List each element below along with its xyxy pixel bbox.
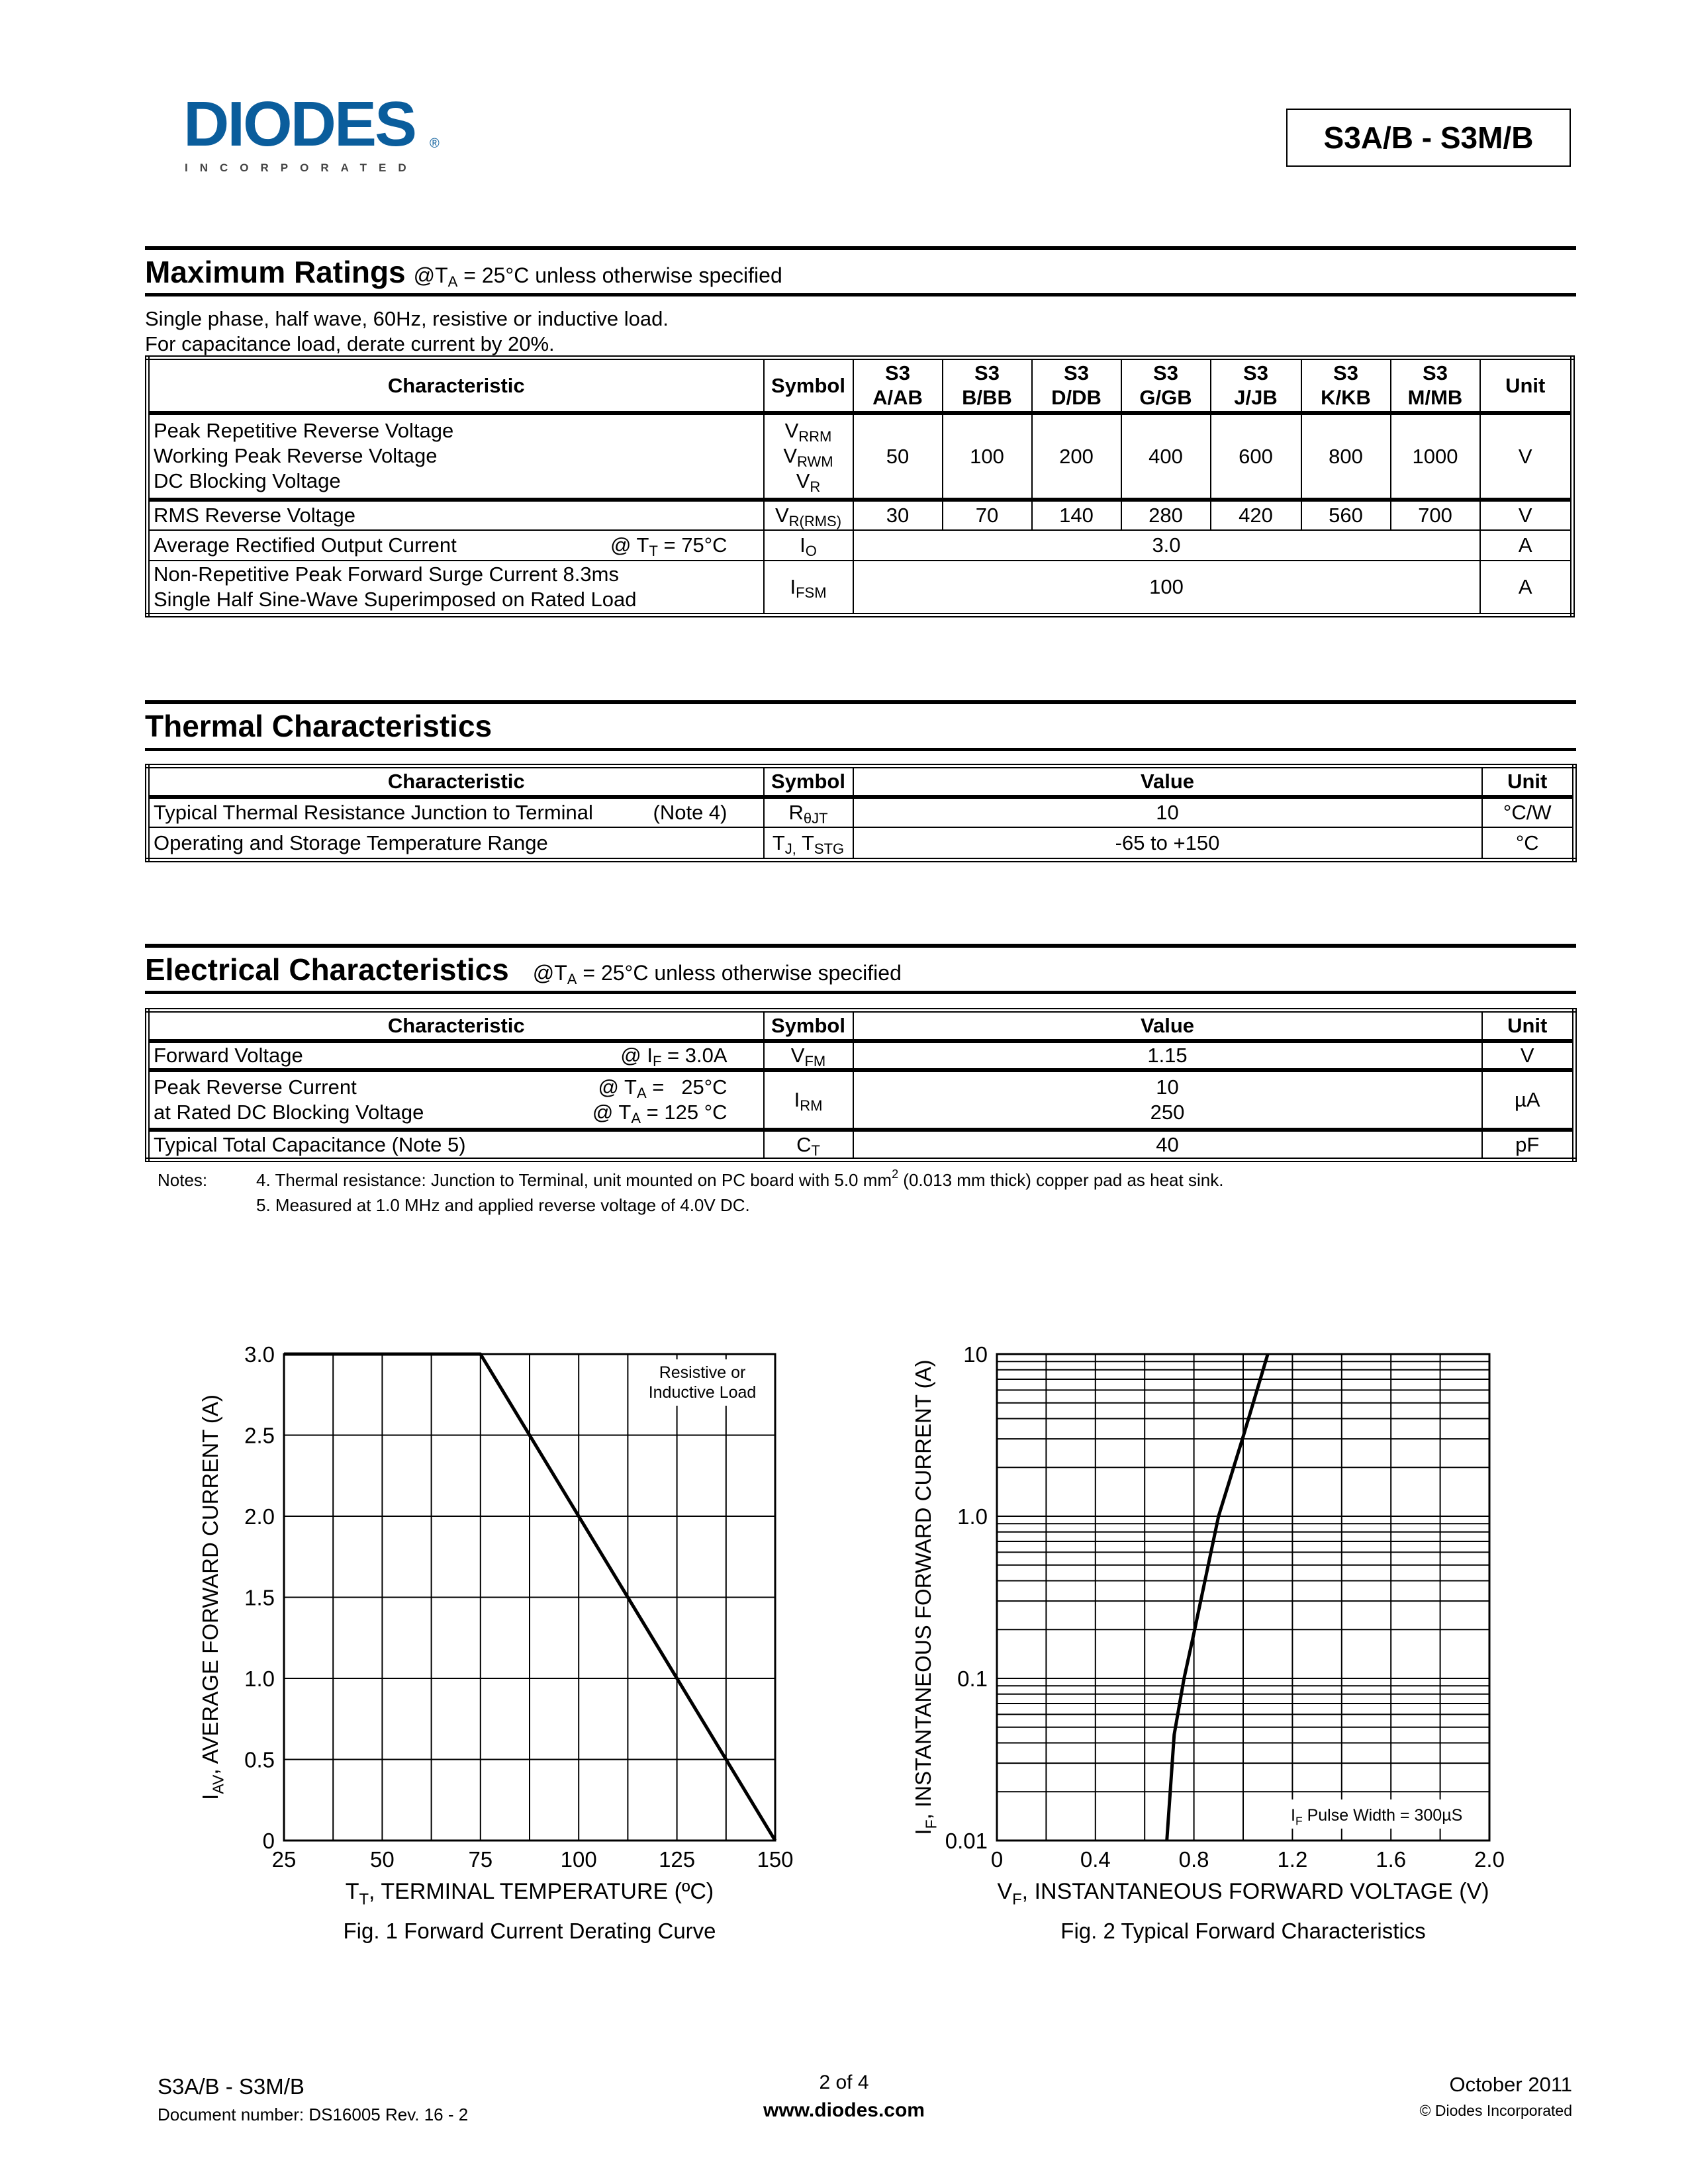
- characteristic-cell: Typical Total Capacitance (Note 5): [148, 1130, 764, 1160]
- x-axis-label: $T_T$, TERMINAL TEMPERATURE (ºC): [345, 1879, 714, 1909]
- table-row: [148, 1130, 1575, 1160]
- section-title-electrical: Electrical Characteristics $@T_A = 25^\circ C$ unless otherwise specified: [145, 952, 902, 987]
- y-tick-label: 1.0: [244, 1666, 275, 1691]
- value-cell: 1.15: [853, 1041, 1482, 1070]
- unit-cell: °C: [1482, 827, 1575, 860]
- table-header-row: [148, 1011, 1575, 1041]
- x-tick-label: 50: [370, 1847, 395, 1872]
- value-cell: 40: [853, 1130, 1482, 1160]
- characteristic-cell: RMS Reverse Voltage: [148, 500, 764, 530]
- symbol-cell: $V_{FM}$: [764, 1041, 853, 1070]
- characteristic-cell: Average Rectified Output Current @ $T_T = 75^\circ C$: [148, 530, 764, 561]
- value-cell: 420: [1211, 500, 1301, 530]
- x-tick-label: 100: [560, 1847, 597, 1872]
- unit-cell: A: [1480, 530, 1573, 561]
- x-tick-label: 25: [271, 1847, 297, 1872]
- value-cell: 280: [1121, 500, 1211, 530]
- x-tick-label: 1.2: [1277, 1847, 1308, 1872]
- header-part: S3 B/BB: [943, 358, 1032, 413]
- table-header-row: [148, 766, 1575, 797]
- y-tick-label: 3.0: [244, 1342, 275, 1367]
- unit-cell: V: [1482, 1041, 1575, 1070]
- header-unit: Unit: [1480, 358, 1573, 413]
- unit-cell: V: [1480, 500, 1573, 530]
- y-axis-label: $I_{AV}$, AVERAGE FORWARD CURRENT (A): [198, 1394, 227, 1800]
- table-row: [148, 797, 1575, 827]
- y-tick-label: 1.5: [244, 1585, 275, 1610]
- header-part: S3 G/GB: [1121, 358, 1211, 413]
- thermal-table: [145, 764, 1577, 862]
- value-cell: 3.0: [853, 530, 1480, 561]
- logo-subtext: INCORPORATED: [185, 161, 418, 174]
- value-cell: 100: [853, 561, 1480, 615]
- x-tick-label: 2.0: [1474, 1847, 1505, 1872]
- header-unit: Unit: [1482, 766, 1575, 797]
- x-axis-label: $V_F$, INSTANTANEOUS FORWARD VOLTAGE (V): [997, 1879, 1489, 1909]
- header-value: Value: [853, 1011, 1482, 1041]
- chart-caption: Fig. 1 Forward Current Derating Curve: [343, 1919, 716, 1943]
- y-tick-label: 2.0: [244, 1504, 275, 1529]
- value-cell: 400: [1121, 413, 1211, 500]
- rating-note: Single phase, half wave, 60Hz, resistive or inductive load.: [145, 307, 669, 330]
- x-tick-label: 1.6: [1376, 1847, 1407, 1872]
- value-cell: 600: [1211, 413, 1301, 500]
- characteristic-cell: Non-Repetitive Peak Forward Surge Current 8.3ms Single Half Sine-Wave Superimposed on Rated Load: [148, 561, 764, 615]
- footer-part: S3A/B - S3M/B: [158, 2074, 305, 2099]
- table-row: [148, 827, 1575, 860]
- header-part: S3 A/AB: [853, 358, 943, 413]
- x-tick-label: 150: [757, 1847, 794, 1872]
- chart-annotation: $I_F$ Pulse Width = 300µS: [1291, 1806, 1463, 1828]
- x-tick-label: 75: [468, 1847, 493, 1872]
- value-cell: 30: [853, 500, 943, 530]
- symbol-cell: $V_{R(RMS)}$: [764, 500, 853, 530]
- note-4: 4. Thermal resistance: Junction to Terminal, unit mounted on PC board with 5.0 $mm^2$ (0.013 mm thick) copper pad as heat sink.: [256, 1167, 1224, 1190]
- note-5: 5. Measured at 1.0 MHz and applied reverse voltage of 4.0V DC.: [256, 1195, 750, 1215]
- y-tick-label: 1.0: [957, 1504, 988, 1529]
- y-axis-label: $I_F$, INSTANTANEOUS FORWARD CURRENT (A): [911, 1359, 940, 1835]
- chart-annotation: Inductive Load: [648, 1383, 757, 1402]
- header-part: S3 K/KB: [1301, 358, 1391, 413]
- table-row: [148, 1041, 1575, 1070]
- chart-annotation: Resistive or: [659, 1363, 746, 1382]
- value-cell: 100: [943, 413, 1032, 500]
- section-title-thermal: Thermal Characteristics: [145, 709, 492, 743]
- rating-note: For capacitance load, derate current by 20%.: [145, 332, 555, 355]
- symbol-cell: $C_T$: [764, 1130, 853, 1160]
- y-tick-label: 10: [963, 1342, 988, 1367]
- value-cell: 140: [1032, 500, 1121, 530]
- header-characteristic: Characteristic: [148, 766, 764, 797]
- registered-mark: ®: [430, 136, 440, 151]
- unit-cell: °C/W: [1482, 797, 1575, 827]
- logo-text: DIODES: [183, 89, 416, 159]
- characteristic-cell: Peak Repetitive Reverse Voltage Working Peak Reverse Voltage DC Blocking Voltage: [148, 413, 764, 500]
- table-row: [148, 530, 1573, 561]
- header-symbol: Symbol: [764, 358, 853, 413]
- unit-cell: A: [1480, 561, 1573, 615]
- value-cell: 1000: [1391, 413, 1480, 500]
- x-tick-label: 0: [990, 1847, 1004, 1872]
- divider: [145, 700, 1576, 704]
- table-row: [148, 413, 1573, 500]
- max-ratings-table: [145, 355, 1575, 617]
- section-condition: $@T_A = 25^\circ C$ unless otherwise specified: [413, 263, 782, 290]
- unit-cell: V: [1480, 413, 1573, 500]
- divider: [145, 246, 1576, 250]
- divider: [145, 944, 1576, 948]
- characteristic-cell: Forward Voltage @ $I_F = 3.0A$: [148, 1041, 764, 1070]
- header-characteristic: Characteristic: [148, 358, 764, 413]
- value-cell: 70: [943, 500, 1032, 530]
- divider: [145, 991, 1576, 994]
- header-value: Value: [853, 766, 1482, 797]
- table-row: [148, 1070, 1575, 1130]
- fig1-derating-chart: [165, 1324, 827, 1966]
- x-tick-label: 0.4: [1080, 1847, 1111, 1872]
- unit-cell: pF: [1482, 1130, 1575, 1160]
- header-part: S3 J/JB: [1211, 358, 1301, 413]
- header-symbol: Symbol: [764, 766, 853, 797]
- electrical-table: [145, 1008, 1577, 1162]
- footer-doc-number: Document number: DS16005 Rev. 16 - 2: [158, 2105, 469, 2124]
- diodes-logo: [183, 89, 475, 179]
- section-condition: $@T_A = 25^\circ C$ unless otherwise specified: [532, 961, 902, 987]
- characteristic-cell: Typical Thermal Resistance Junction to Terminal (Note 4): [148, 797, 764, 827]
- condition: @ $T_T = 75^\circ C$: [610, 533, 727, 559]
- unit-cell: µA: [1482, 1070, 1575, 1130]
- symbol-cell: $V_{RRM}$ $V_{RWM}$ $V_R$: [764, 413, 853, 500]
- value-cell: 560: [1301, 500, 1391, 530]
- value-cell: 10 250: [853, 1070, 1482, 1130]
- footer-website-link[interactable]: www.diodes.com: [763, 2099, 925, 2121]
- value-cell: 800: [1301, 413, 1391, 500]
- table-row: [148, 500, 1573, 530]
- fig2-forward-chart: [894, 1324, 1556, 1966]
- chart-caption: Fig. 2 Typical Forward Characteristics: [1060, 1919, 1426, 1943]
- y-tick-label: 0: [262, 1829, 275, 1853]
- x-tick-label: 125: [659, 1847, 696, 1872]
- value-cell: -65 to +150: [853, 827, 1482, 860]
- header-part: S3 D/DB: [1032, 358, 1121, 413]
- value-cell: 10: [853, 797, 1482, 827]
- symbol-cell: $I_{RM}$: [764, 1070, 853, 1130]
- header-characteristic: Characteristic: [148, 1011, 764, 1041]
- series-line: [1167, 1354, 1268, 1841]
- symbol-cell: $T_{J,}$ $T_{STG}$: [764, 827, 853, 860]
- footer-copyright: © Diodes Incorporated: [1419, 2102, 1572, 2119]
- characteristic-cell: Peak Reverse Current @ $T_A = 25^\circ C$ at Rated DC Blocking Voltage @ $T_A = 125$ °C: [148, 1070, 764, 1130]
- y-tick-label: 2.5: [244, 1423, 275, 1448]
- header-symbol: Symbol: [764, 1011, 853, 1041]
- divider: [145, 748, 1576, 751]
- y-tick-label: 0.01: [945, 1829, 988, 1853]
- table-row: [148, 561, 1573, 615]
- x-tick-label: 0.8: [1178, 1847, 1209, 1872]
- header-part: S3 M/MB: [1391, 358, 1480, 413]
- value-cell: 700: [1391, 500, 1480, 530]
- value-cell: 50: [853, 413, 943, 500]
- y-tick-label: 0.5: [244, 1747, 275, 1772]
- symbol-cell: $I_{FSM}$: [764, 561, 853, 615]
- y-tick-label: 0.1: [957, 1666, 988, 1691]
- divider: [145, 293, 1576, 296]
- footer-page: 2 of 4: [819, 2071, 869, 2093]
- footer-date: October 2011: [1449, 2073, 1572, 2096]
- symbol-cell: $R_{\theta JT}$: [764, 797, 853, 827]
- value-cell: 200: [1032, 413, 1121, 500]
- symbol-cell: $I_O$: [764, 530, 853, 561]
- characteristic-cell: Operating and Storage Temperature Range: [148, 827, 764, 860]
- header-unit: Unit: [1482, 1011, 1575, 1041]
- section-title-max-ratings: Maximum Ratings $@T_A = 25^\circ C$ unless otherwise specified: [145, 255, 782, 290]
- table-header-row: [148, 358, 1573, 413]
- part-number-box: S3A/B - S3M/B: [1286, 109, 1571, 167]
- notes-label: Notes:: [158, 1170, 208, 1190]
